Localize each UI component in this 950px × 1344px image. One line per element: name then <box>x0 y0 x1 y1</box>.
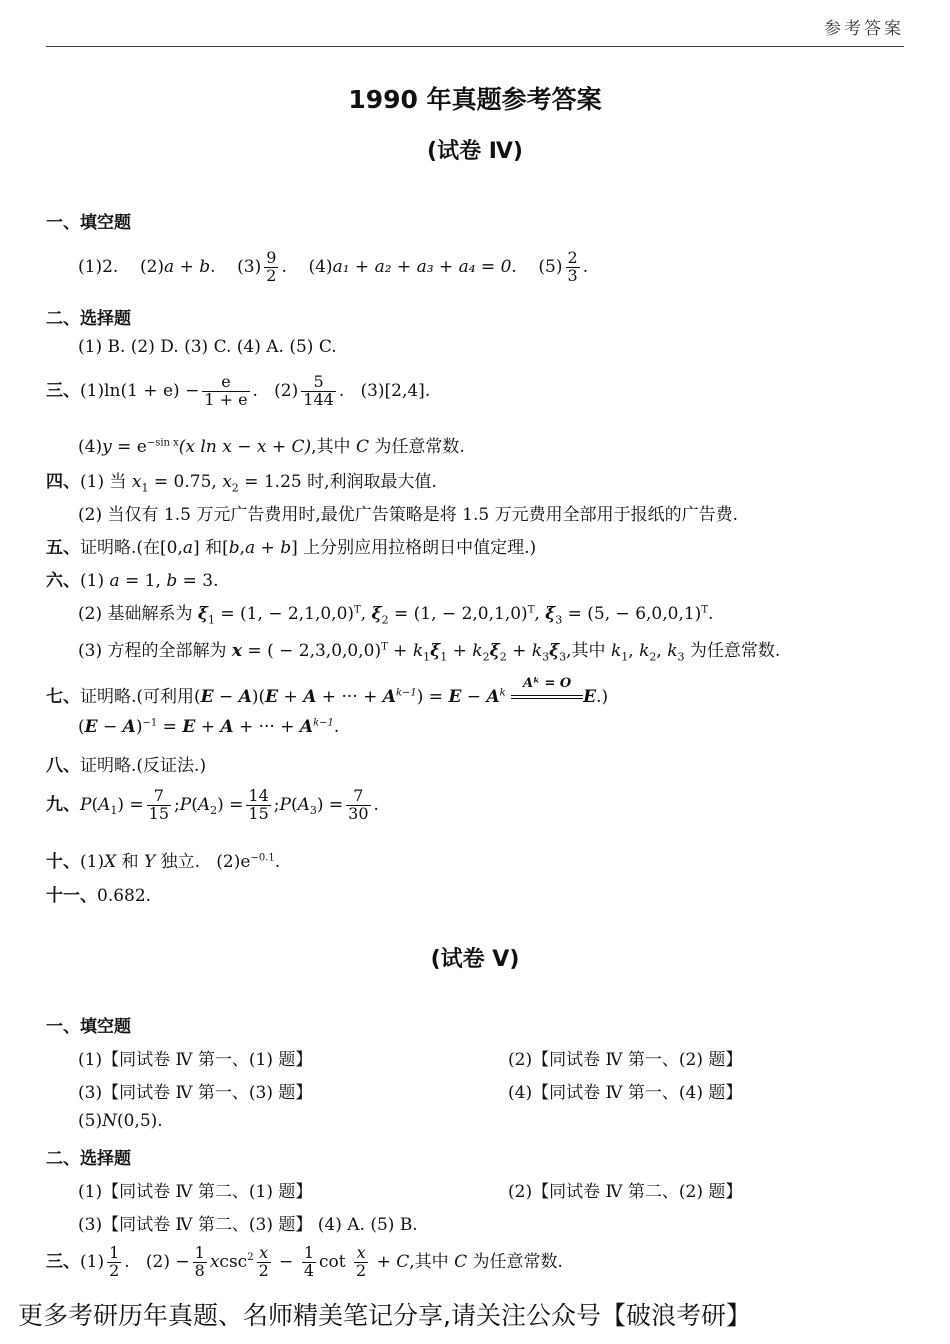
p5-s1-item5: (5)N(0,5). <box>78 1111 163 1131</box>
p4-s6-line2: (2) 基础解系为 $\xi_1 = (1$, − 2,1,0,0)$^T$, $\xi_2 = (1$, − 2,0,1,0)$^T$, $\xi_3 = (5$, − 6,0,0,1)$^T$. <box>78 604 714 627</box>
paper5-subtitle: (试卷 Ⅴ) <box>430 947 520 972</box>
fraction: $\frac{1}{2}$ <box>109 1243 120 1280</box>
fraction: $\frac{x}{2}$ <box>258 1243 269 1280</box>
fraction: $\frac{2}{3}$ <box>567 248 578 285</box>
fraction: $\frac{7}{30}$ <box>348 786 369 823</box>
fraction: $\frac{1}{4}$ <box>303 1243 315 1280</box>
fraction: $\frac{7}{15}$ <box>148 786 170 823</box>
p4-s7-line2: $(E - A)^{-1} = E + A$ + ··· + $A^{k-1}$. <box>78 717 340 737</box>
p4-s5-line: 五、证明略.(在[0,a] 和[b,a + b] 上分别应用拉格朗日中值定理.) <box>46 538 537 558</box>
p4-s9-line: 九、$P(A_1)$ = $\frac{7}{15}$ $;P(A_2)$ = $\frac{14}{15}$ $;P(A_3)$ = $\frac{7}{30}$ . <box>46 786 379 823</box>
p5-s1-item3: (3)【同试卷 Ⅳ 第一、(3) 题】 <box>78 1083 313 1103</box>
p4-s8-line: 八、证明略.(反证法.) <box>46 756 207 776</box>
fraction: $\frac{e}{1 + e}$ <box>204 372 248 409</box>
fraction: $\frac{x}{2}$ <box>356 1243 367 1280</box>
p4-s1-label: 一、填空题 <box>46 213 131 233</box>
p4-s11-line: 十一、0.682. <box>46 886 152 906</box>
fraction: $\frac{1}{8}$ <box>194 1243 205 1280</box>
p5-s2-item3: (3)【同试卷 Ⅳ 第二、(3) 题】 (4) A. (5) B. <box>78 1215 418 1235</box>
p4-s3-line2: $(4)y = e^{-sin x}(x$ ln x − x + C),其中 C 为任意常数. <box>78 437 465 457</box>
double-line-arrow: Aᵏ = O <box>511 693 583 703</box>
p4-s4-line1: 四、(1) 当 $x_1 = 0.75$, $x_2 = 1.25$ 时,利润取最大值. <box>46 472 437 495</box>
fraction: $\frac{5}{144}$ <box>303 372 334 409</box>
p4-s1-answers: (1)2. (2)a + b. (3) $\frac{9}{2}$ . (4)a₁ + a₂ + a₃ + a₄ = 0. (5) $\frac{2}{3}$ . <box>78 248 589 285</box>
p4-s7-line1: 七、证明略.(可利用(E − A)(E + A + ··· + $A^{k-1}) = E - A^k$ Aᵏ = O E.) <box>46 675 609 707</box>
p4-s6-line3: (3) 方程的全部解为 x = ( − $2,3,0,0,0)^T + k_1\xi_1 + k_2\xi_2 + k_3\xi_3$,其中 $k_1$, $k_2$, $k_3$ 为任意常数. <box>78 641 781 664</box>
page-title: 1990 年真题参考答案 <box>348 85 602 114</box>
promo-footer: 更多考研历年真题、名师精美笔记分享,请关注公众号【破浪考研】 <box>18 1301 751 1330</box>
fraction: $\frac{9}{2}$ <box>266 248 277 285</box>
paper4-subtitle: (试卷 Ⅳ) <box>427 139 523 164</box>
p5-s2-item1: (1)【同试卷 Ⅳ 第二、(1) 题】 <box>78 1182 313 1202</box>
p5-s3-line: 三、(1) $\frac{1}{2}$ . (2) − $\frac{1}{8}$ xcsc$^2$ $\frac{x}{2}$ − $\frac{1}{4}$ cot $\frac{x}{2}$ + C,其中 C 为任意常数. <box>46 1243 563 1280</box>
p5-s1-item1: (1)【同试卷 Ⅳ 第一、(1) 题】 <box>78 1050 313 1070</box>
p4-s2-label: 二、选择题 <box>46 309 131 329</box>
fraction: $\frac{14}{15}$ <box>248 786 269 823</box>
p5-s1-label: 一、填空题 <box>46 1017 131 1037</box>
p4-s4-line2: (2) 当仅有 1.5 万元广告费用时,最优广告策略是将 1.5 万元费用全部用于报纸的广告费. <box>78 505 738 525</box>
p4-s10-line: 十、(1)X 和 Y 独立. $(2)e^{-0.1}$. <box>46 852 281 872</box>
p4-s3-line1: 三、(1)ln(1 + e) − $\frac{e}{1 + e}$ . (2) $\frac{5}{144}$ . (3)[2,4]. <box>46 372 431 409</box>
p5-s2-label: 二、选择题 <box>46 1149 131 1169</box>
p4-s2-answers: (1) B. (2) D. (3) C. (4) A. (5) C. <box>78 337 337 357</box>
header-rule <box>46 46 904 47</box>
running-header: 参考答案 <box>824 19 904 39</box>
p5-s2-item2: (2)【同试卷 Ⅳ 第二、(2) 题】 <box>508 1182 743 1202</box>
p5-s1-item2: (2)【同试卷 Ⅳ 第一、(2) 题】 <box>508 1050 743 1070</box>
p5-s1-item4: (4)【同试卷 Ⅳ 第一、(4) 题】 <box>508 1083 743 1103</box>
p4-s6-line1: 六、(1) a = 1, b = 3. <box>46 571 219 591</box>
